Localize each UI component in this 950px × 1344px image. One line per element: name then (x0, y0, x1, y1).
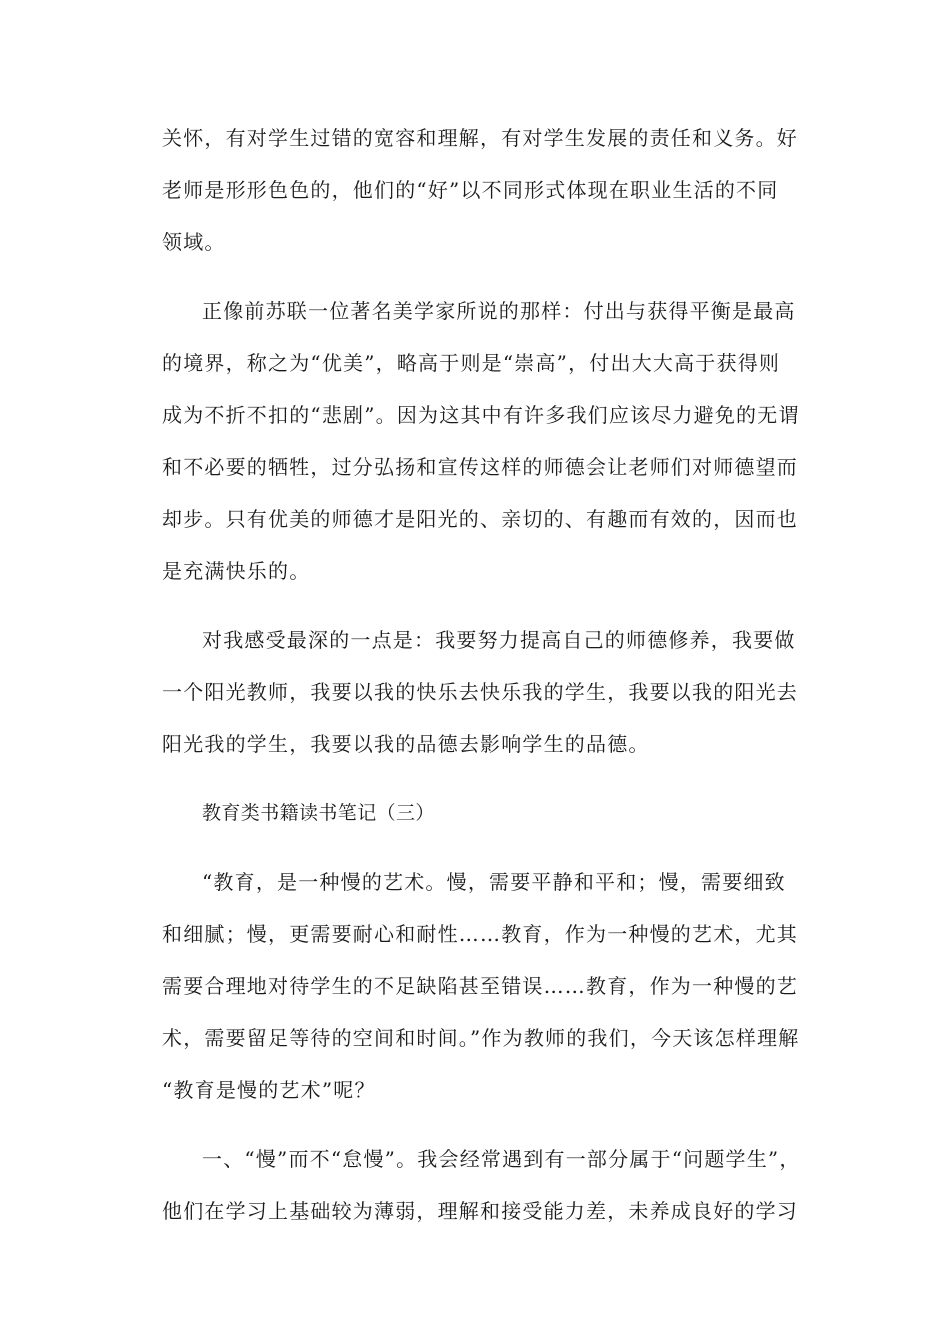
paragraph-2-line-3: 成为不折不扣的“悲剧”。因为这其中有许多我们应该尽力避免的无谓 (162, 403, 800, 427)
paragraph-2-line-1: 正像前苏联一位著名美学家所说的那样：付出与获得平衡是最高 (202, 299, 796, 323)
section-heading: 教育类书籍读书笔记（三） (202, 802, 435, 824)
paragraph-4-line-5: “教育是慢的艺术”呢？ (162, 1078, 376, 1102)
paragraph-4-line-4: 术，需要留足等待的空间和时间。”作为教师的我们，今天该怎样理解 (162, 1026, 800, 1050)
paragraph-2-line-5: 却步。只有优美的师德才是阳光的、亲切的、有趣而有效的，因而也 (162, 507, 798, 531)
paragraph-1-line-2: 老师是形形色色的，他们的“好”以不同形式体现在职业生活的不同 (162, 178, 779, 202)
paragraph-2-line-4: 和不必要的牺牲，过分弘扬和宣传这样的师德会让老师们对师德望而 (162, 455, 798, 479)
paragraph-2-line-6: 是充满快乐的。 (162, 559, 311, 583)
paragraph-3-line-1: 对我感受最深的一点是：我要努力提高自己的师德修养，我要做 (202, 628, 796, 652)
paragraph-1-line-1: 关怀，有对学生过错的宽容和理解，有对学生发展的责任和义务。好 (162, 126, 798, 150)
paragraph-5-line-1: 一、“慢”而不“怠慢”。我会经常遇到有一部分属于“问题学生”， (202, 1147, 801, 1171)
paragraph-4-line-3: 需要合理地对待学生的不足缺陷甚至错误……教育，作为一种慢的艺 (162, 974, 798, 998)
paragraph-4-line-1: “教育，是一种慢的艺术。慢，需要平静和平和；慢，需要细致 (202, 870, 786, 894)
paragraph-4-line-2: 和细腻；慢，更需要耐心和耐性……教育，作为一种慢的艺术，尤其 (162, 922, 798, 946)
paragraph-5-line-2: 他们在学习上基础较为薄弱，理解和接受能力差，未养成良好的学习 (162, 1199, 798, 1223)
paragraph-1-line-3: 领域。 (162, 230, 226, 254)
paragraph-3-line-2: 一个阳光教师，我要以我的快乐去快乐我的学生，我要以我的阳光去 (162, 680, 798, 704)
paragraph-3-line-3: 阳光我的学生，我要以我的品德去影响学生的品德。 (162, 732, 650, 756)
paragraph-2-line-2: 的境界，称之为“优美”，略高于则是“崇高”，付出大大高于获得则 (162, 351, 781, 375)
